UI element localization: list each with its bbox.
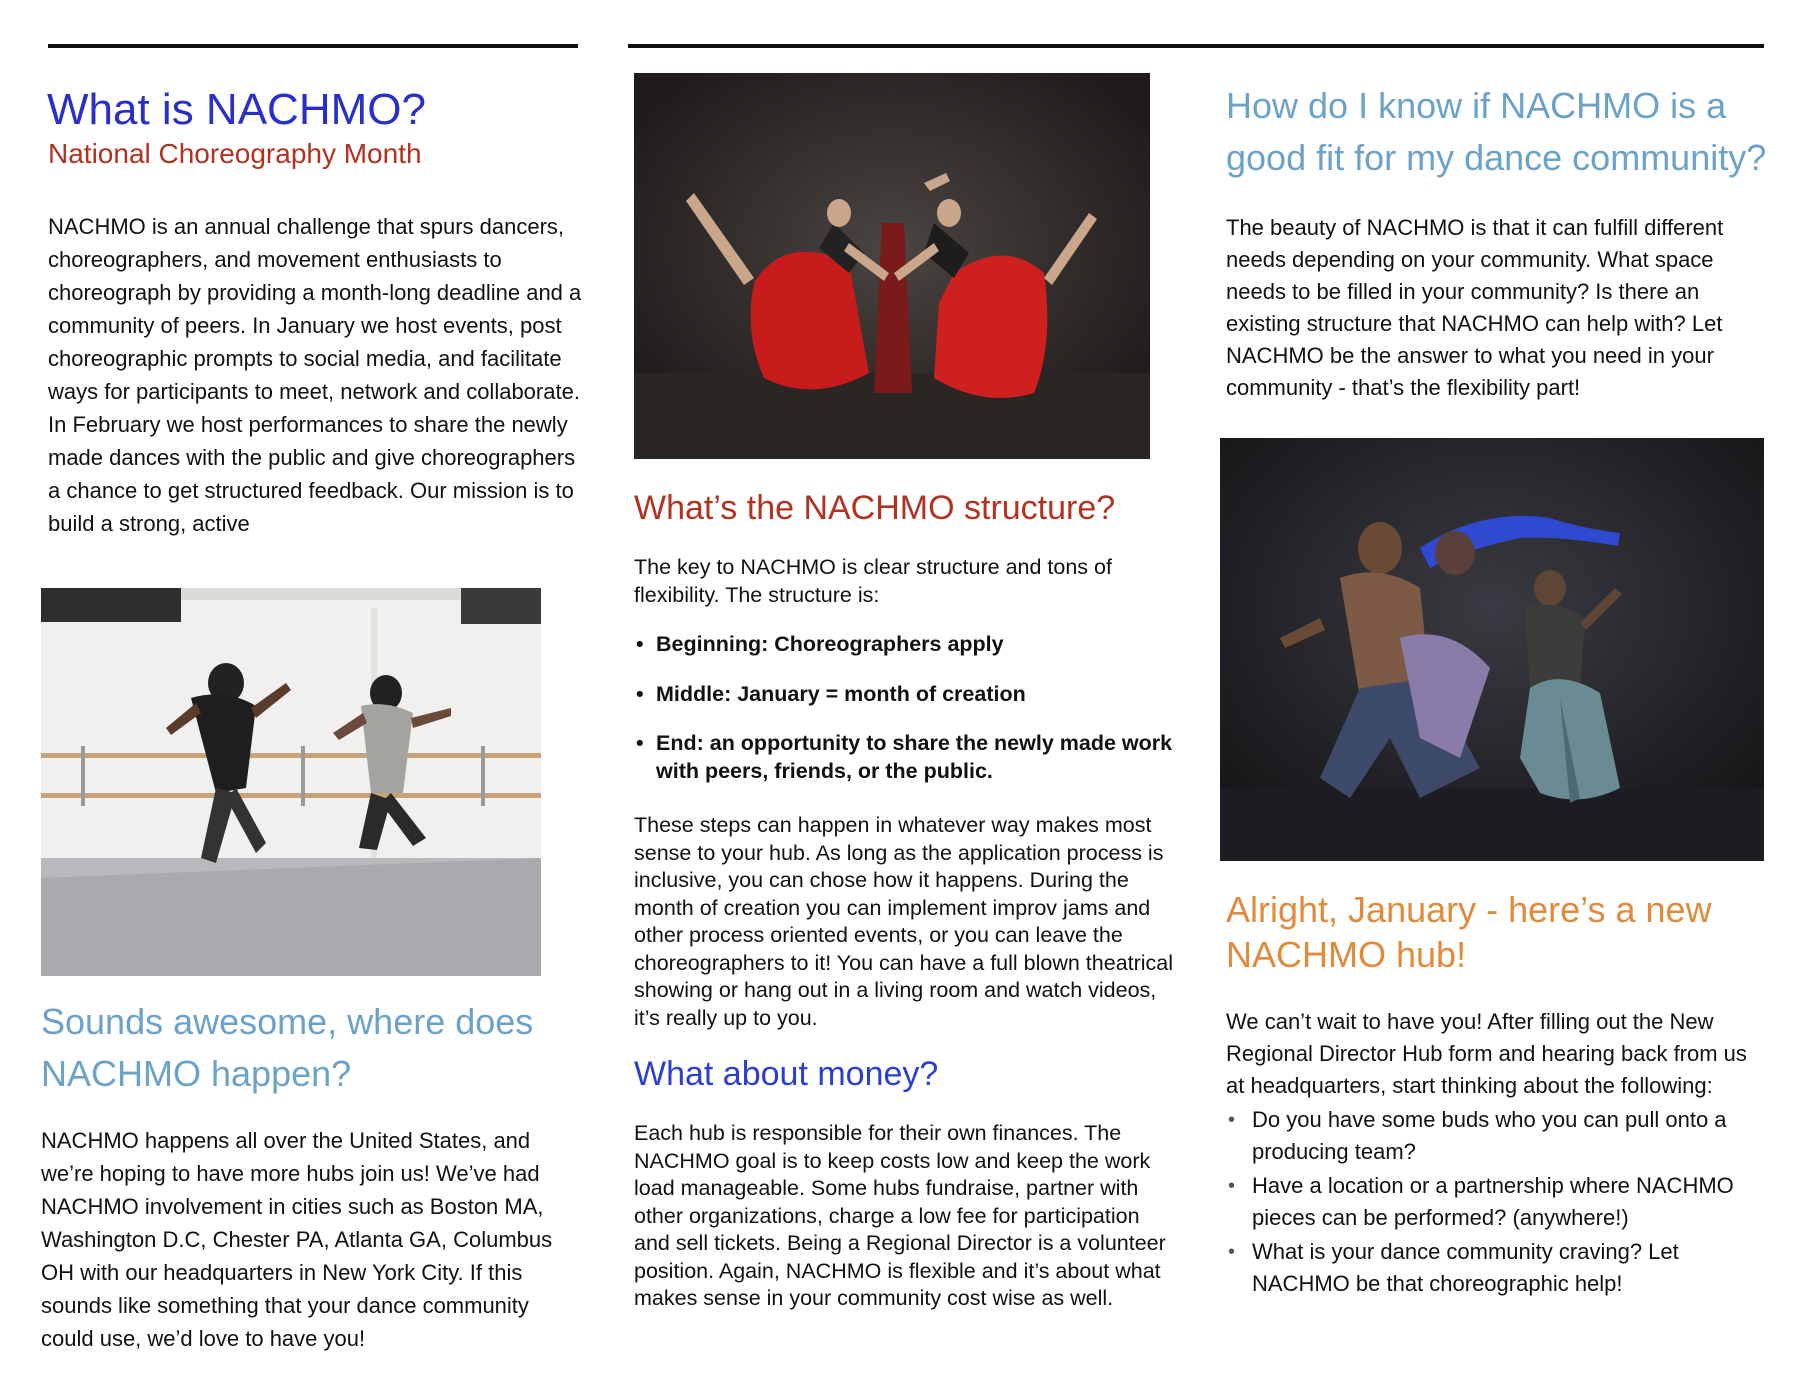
contemporary-dancers-photo (1220, 438, 1764, 861)
money-heading: What about money? (634, 1055, 939, 1093)
studio-dancers-photo (41, 588, 541, 976)
page-subtitle: National Choreography Month (48, 138, 422, 169)
hub-paragraph: We can’t wait to have you! After filling out the New Regional Director Hub form and hearing back from us at headquarters, start thinking about the following: (1226, 1009, 1747, 1098)
structure-paragraph: These steps can happen in whatever way makes most sense to your hub. As long as the application process is inclusive, you can chose how it happens. During the month of creation you can implement improv jams and other process oriented events, or you can leave the choreographers to it! You can have a full blown theatrical showing or hang out in a living room and watch videos, it’s really up to you. (634, 813, 1174, 1030)
where-paragraph: NACHMO happens all over the United States, and we’re hoping to have more hubs join us! We’ve had NACHMO involvement in cities such as Boston MA, Washington D.C, Chester PA, Atlanta GA, Columbus OH with our headquarters in New York City. If this sounds like something that your dance community could use, we’d love to have you! (41, 1128, 553, 1351)
top-rule-left (48, 44, 578, 48)
where-heading: Sounds awesome, where does NACHMO happen? (41, 1001, 534, 1095)
structure-heading: What’s the NACHMO structure? (634, 489, 1116, 527)
list-item: • What is your dance community craving? Let NACHMO be that choreographic help! (1226, 1236, 1766, 1300)
list-item: • Do you have some buds who you can pull onto a producing team? (1226, 1104, 1766, 1168)
structure-list (634, 631, 1179, 807)
fit-paragraph: The beauty of NACHMO is that it can fulfill different needs depending on your community. What space needs to be filled in your community? Is there an existing structure that NACHMO can help with? Let NACHMO be the answer to what you need in your community - that’s the flexibility part! (1226, 215, 1724, 400)
hub-heading: Alright, January - here’s a new NACHMO hub! (1226, 889, 1712, 975)
hub-list (1226, 1104, 1766, 1302)
list-item: • Have a location or a partnership where NACHMO pieces can be performed? (anywhere!) (1226, 1170, 1766, 1234)
top-rule-right (628, 44, 1764, 48)
intro-paragraph: NACHMO is an annual challenge that spurs dancers, choreographers, and movement enthusiasts to choreograph by providing a month-long deadline and a community of peers. In January we host events, post choreographic prompts to social media, and facilitate ways for participants to meet, network and collaborate. In February we host performances to share the newly made dances with the public and give choreographers a chance to get structured feedback. Our mission is to build a strong, active (48, 214, 582, 536)
list-item: • Middle: January = month of creation (634, 681, 1179, 709)
page-title: What is NACHMO? (47, 85, 426, 134)
money-paragraph: Each hub is responsible for their own finances. The NACHMO goal is to keep costs low and keep the work load manageable. Some hubs fundraise, partner with other organizations, charge a low fee for participation and sell tickets. Being a Regional Director is a volunteer position. Again, NACHMO is flexible and it’s about what makes sense in your community cost wise as well. (634, 1121, 1166, 1310)
red-skirt-dancers-photo (634, 73, 1150, 459)
fit-heading: How do I know if NACHMO is a good fit for my dance community? (1226, 85, 1767, 179)
structure-intro: The key to NACHMO is clear structure and tons of flexibility. The structure is: (634, 555, 1112, 607)
list-item: • End: an opportunity to share the newly made work with peers, friends, or the public. (634, 730, 1179, 785)
list-item: • Beginning: Choreographers apply (634, 631, 1179, 659)
